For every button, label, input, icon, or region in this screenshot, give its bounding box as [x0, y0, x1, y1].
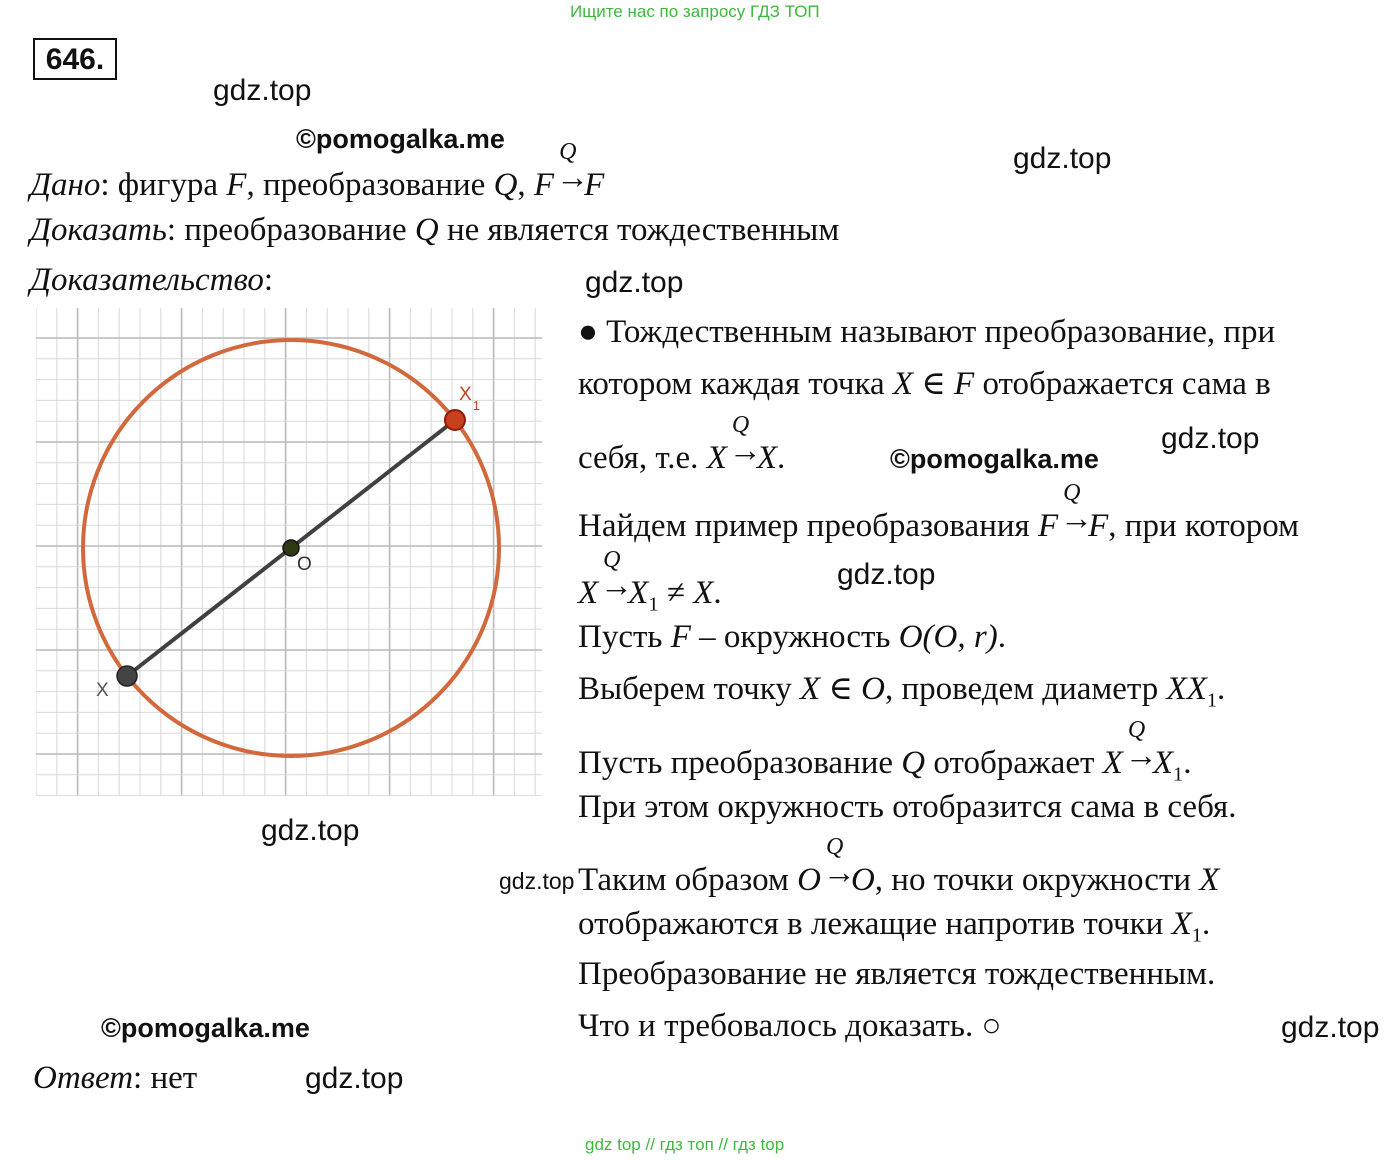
- line-definition-3: себя, т.е. X Q → X.: [578, 412, 786, 476]
- watermark-gdz: gdz.top: [585, 266, 684, 299]
- prove-label: Доказать: [30, 212, 167, 248]
- watermark-pomogalka: ©pomogalka.me: [296, 124, 505, 154]
- point-x: [117, 666, 137, 686]
- watermark-gdz: gdz.top: [213, 74, 312, 107]
- watermark-pomogalka: ©pomogalka.me: [890, 444, 1099, 474]
- given-line: Дано: фигура F, преобразование Q, F Q → F: [30, 139, 605, 203]
- line-let-transform: Пусть преобразование Q отображает X Q → $X_1$.: [578, 717, 1192, 786]
- given-label: Дано: [30, 167, 101, 203]
- watermark-gdz: gdz.top: [1161, 422, 1260, 455]
- point-x-label: X: [96, 680, 109, 701]
- proof-heading: Доказательство:: [30, 262, 274, 298]
- answer-label: Ответ: [33, 1060, 134, 1096]
- search-hint: Ищите нас по запросу ГДЗ ТОП: [570, 2, 820, 21]
- center-label: O: [297, 554, 312, 575]
- point-x1-label: $X_1$: [459, 384, 480, 413]
- answer-line: Ответ: нет: [33, 1060, 198, 1096]
- watermark-pomogalka: ©pomogalka.me: [101, 1013, 310, 1043]
- line-example: Найдем пример преобразования F Q → F, при котором: [578, 480, 1300, 544]
- prove-line: Доказать: преобразование Q не является тождественным: [30, 212, 840, 248]
- line-example-2: X Q → $X_1 \ne X$.: [578, 547, 722, 616]
- line-circle-self: При этом окружность отобразится сама в себя.: [578, 789, 1237, 825]
- line-definition-2: котором каждая точка X ∈ F отображается сама в: [578, 366, 1271, 402]
- line-opposite: отображаются в лежащие напротив точки $X_1$.: [578, 906, 1211, 947]
- line-not-identity: Преобразование не является тождественным.: [578, 956, 1216, 992]
- watermark-gdz: gdz.top: [1013, 142, 1112, 175]
- circle-figure: [36, 308, 542, 796]
- line-thus: Таким образом O Q → O, но точки окружности X: [578, 834, 1220, 898]
- line-choose-point: Выберем точку X ∈ O, проведем диаметр $XX_1$.: [578, 671, 1226, 712]
- line-definition: ● Тождественным называют преобразование, при: [578, 314, 1276, 350]
- watermark-gdz: gdz.top: [1281, 1011, 1380, 1044]
- line-let-circle: Пусть F – окружность O(O, r).: [578, 619, 1006, 655]
- line-qed: Что и требовалось доказать. ○: [578, 1008, 1002, 1044]
- watermark-gdz: gdz.top: [837, 558, 936, 591]
- task-number: 646.: [33, 38, 117, 80]
- point-x1: [445, 410, 465, 430]
- watermark-gdz: gdz.top: [499, 868, 575, 894]
- watermark-gdz: gdz.top: [261, 814, 360, 847]
- watermark-gdz: gdz.top: [305, 1062, 404, 1095]
- mapping-arrow: Q →: [556, 139, 590, 196]
- footer-links[interactable]: gdz top // гдз топ // гдз top: [585, 1135, 785, 1154]
